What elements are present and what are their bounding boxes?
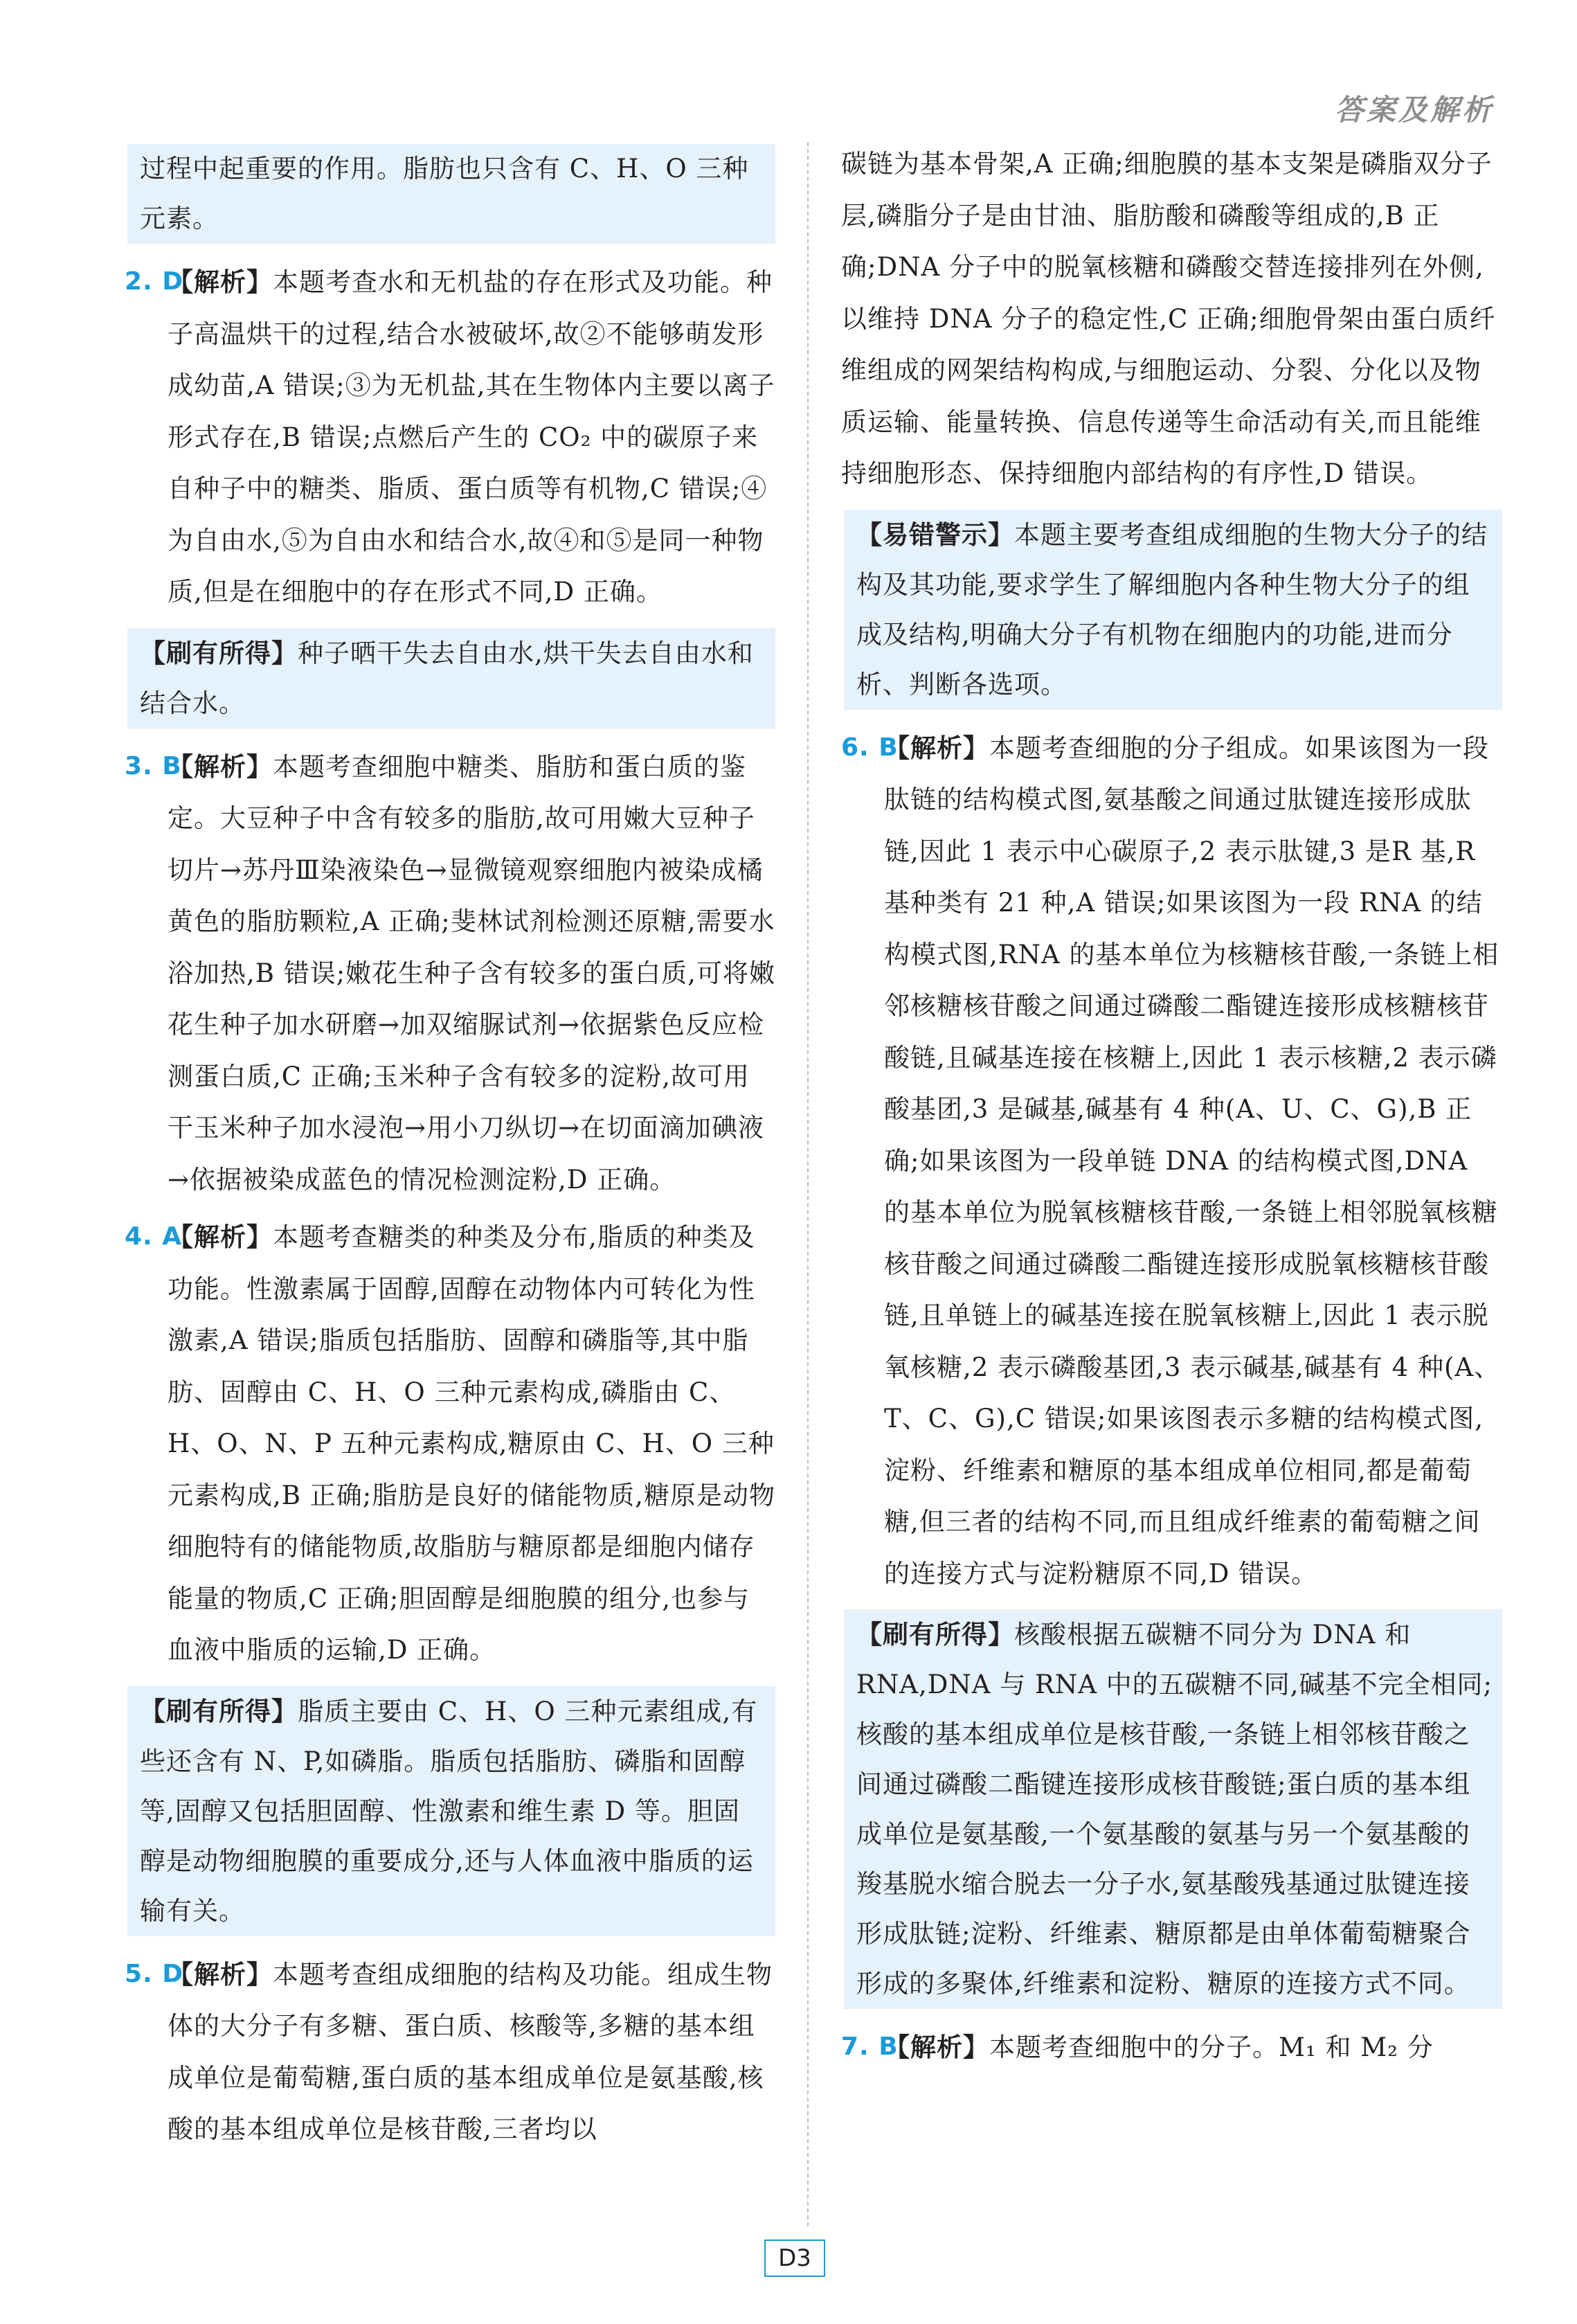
tip-box-warning: [844, 510, 1502, 710]
tip-text: 种子晒干失去自由水,烘干失去自由水和结合水。: [140, 638, 754, 718]
note-box-continued: [127, 144, 775, 244]
analysis-text: 本题考查水和无机盐的存在形式及功能。种子高温烘干的过程,结合水被破坏,故②不能够萌发形成幼苗,A 错误;③为无机盐,其在生物体内主要以离子形式存在,B 错误;点燃后产生的 CO₂ 中的碳原子来自种子中的糖类、脂质、蛋白质等有机物,C 错误;④为自由水,⑤为自由水和结合水,故④和⑤是同一种物质,但是在细胞中的存在形式不同,D 正确。: [168, 267, 775, 607]
analysis-text: 本题考查细胞的分子组成。如果该图为一段肽链的结构模式图,氨基酸之间通过肽键连接形成肽链,因此 1 表示中心碳原子,2 表示肽键,3 是R 基,R 基种类有 21 种,A 错误;如果该图为一段 RNA 的结构模式图,RNA 的基本单位为核糖核苷酸,一条链上相邻核糖核苷酸之间通过磷酸二酯键连接形成核糖核苷酸链,且碱基连接在核糖上,因此 1 表示核糖,2 表示磷酸基团,3 是碱基,碱基有 4 种(A、U、C、G),B 正确;如果该图为一段单链 DNA 的结构模式图,DNA 的基本单位为脱氧核糖核苷酸,一条链上相邻脱氧核糖核苷酸之间通过磷酸二酯键连接形成脱氧核糖核苷酸链,且单链上的碱基连接在脱氧核糖上,因此 1 表示脱氧核糖,2 表示磷酸基团,3 表示碱基,碱基有 4 种(A、T、C、G),C 错误;如果该图表示多糖的结构模式图,淀粉、纤维素和糖原的基本组成单位相同,都是葡萄糖,但三者的结构不同,而且组成纤维素的葡萄糖之间的连接方式与淀粉糖原不同,D 错误。: [884, 733, 1501, 1589]
analysis-tag: 【解析】: [168, 751, 273, 782]
answer-number: 3. B: [125, 751, 182, 780]
note-text: 过程中起重要的作用。脂肪也只含有 C、H、O 三种元素。: [140, 154, 749, 233]
analysis-text: 本题考查细胞中的分子。M₁ 和 M₂ 分: [989, 2032, 1434, 2062]
tip-box-gain: [127, 628, 775, 729]
tip-box-gain: [127, 1686, 775, 1936]
column-divider: [807, 142, 809, 2226]
tip-text: 脂质主要由 C、H、O 三种元素组成,有些还含有 N、P,如磷脂。脂质包括脂肪、磷脂和固醇等,固醇又包括胆固醇、性激素和维生素 D 等。胆固醇是动物细胞膜的重要成分,还与人体血液中脂质的运输有关。: [140, 1696, 758, 1926]
answer-item-5: [125, 1949, 775, 2156]
tip-tag: 【易错警示】: [856, 519, 1014, 550]
analysis-tag: 【解析】: [884, 732, 989, 763]
analysis-tag: 【解析】: [168, 267, 273, 297]
analysis-tag: 【解析】: [168, 1222, 273, 1252]
tip-text: 核酸根据五碳糖不同分为 DNA 和 RNA,DNA 与 RNA 中的五碳糖不同,碱基不完全相同;核酸的基本组成单位是核苷酸,一条链上相邻核苷酸之间通过磷酸二酯键连接形成核苷酸链;蛋白质的基本组成单位是氨基酸,一个氨基酸的氨基与另一个氨基酸的羧基脱水缩合脱去一分子水,氨基酸残基通过肽键连接形成肽链;淀粉、纤维素、糖原都是由单体葡萄糖聚合形成的多聚体,纤维素和淀粉、糖原的连接方式不同。: [856, 1620, 1493, 1999]
answer-number: 4. A: [125, 1222, 183, 1251]
analysis-text: 本题考查组成细胞的结构及功能。组成生物体的大分子有多糖、蛋白质、核酸等,多糖的基本组成单位是葡萄糖,蛋白质的基本组成单位是氨基酸,核酸的基本组成单位是核苷酸,三者均以: [168, 1959, 773, 2144]
answer-item-2: [125, 256, 775, 618]
tip-tag: 【刷有所得】: [140, 1695, 298, 1726]
answer-item-7: [841, 2021, 1502, 2074]
answer-number: 2. D: [125, 267, 184, 296]
analysis-text: 本题考查糖类的种类及分布,脂质的种类及功能。性激素属于固醇,固醇在动物体内可转化为性激素,A 错误;脂质包括脂肪、固醇和磷脂等,其中脂肪、固醇由 C、H、O 三种元素构成,磷脂由 C、H、O、N、P 五种元素构成,糖原由 C、H、O 三种元素构成,B 正确;脂肪是良好的储能物质,糖原是动物细胞特有的储能物质,故脂肪与糖原都是细胞内储存能量的物质,C 正确;胆固醇是细胞膜的组分,也参与血液中脂质的运输,D 正确。: [168, 1222, 775, 1665]
answer-number: 6. B: [841, 733, 899, 762]
page-header-title: 答案及解析: [1334, 93, 1494, 127]
answer-item-6: [841, 722, 1502, 1600]
analysis-text: 本题考查细胞中糖类、脂肪和蛋白质的鉴定。大豆种子中含有较多的脂肪,故可用嫩大豆种子切片→苏丹Ⅲ染液染色→显微镜观察细胞内被染成橘黄色的脂肪颗粒,A 正确;斐林试剂检测还原糖,需要水浴加热,B 错误;嫩花生种子含有较多的蛋白质,可将嫩花生种子加水研磨→加双缩脲试剂→依据紫色反应检测蛋白质,C 正确;玉米种子含有较多的淀粉,故可用干玉米种子加水浸泡→用小刀纵切→在切面滴加碘液→依据被染成蓝色的情况检测淀粉,D 正确。: [168, 751, 775, 1195]
answer-item-4: [125, 1211, 775, 1677]
tip-box-gain: [844, 1609, 1502, 2009]
tip-text: 本题主要考查组成细胞的生物大分子的结构及其功能,要求学生了解细胞内各种生物大分子的组成及结构,明确大分子有机物在细胞内的功能,进而分析、判断各选项。: [856, 519, 1488, 699]
analysis-tag: 【解析】: [884, 2032, 989, 2062]
analysis-tag: 【解析】: [168, 1958, 273, 1990]
answer-number: 7. B: [841, 2032, 899, 2061]
left-column: [125, 138, 775, 2156]
page-number: D3: [764, 2240, 825, 2277]
right-column: [841, 138, 1502, 2074]
answer-item-3: [125, 741, 775, 1206]
tip-tag: 【刷有所得】: [140, 637, 298, 668]
tip-tag: 【刷有所得】: [856, 1619, 1014, 1650]
answer-continued-text: 碳链为基本骨架,A 正确;细胞膜的基本支架是磷脂双分子层,磷脂分子是由甘油、脂肪酸和磷酸等组成的,B 正确;DNA 分子中的脱氧核糖和磷酸交替连接排列在外侧,以维持 DNA 分子的稳定性,C 正确;细胞骨架由蛋白质纤维组成的网架结构构成,与细胞运动、分裂、分化以及物质运输、能量转换、信息传递等生命活动有关,而且能维持细胞形态、保持细胞内部结构的有序性,D 错误。: [841, 149, 1496, 488]
answer-number: 5. D: [125, 1959, 184, 1988]
